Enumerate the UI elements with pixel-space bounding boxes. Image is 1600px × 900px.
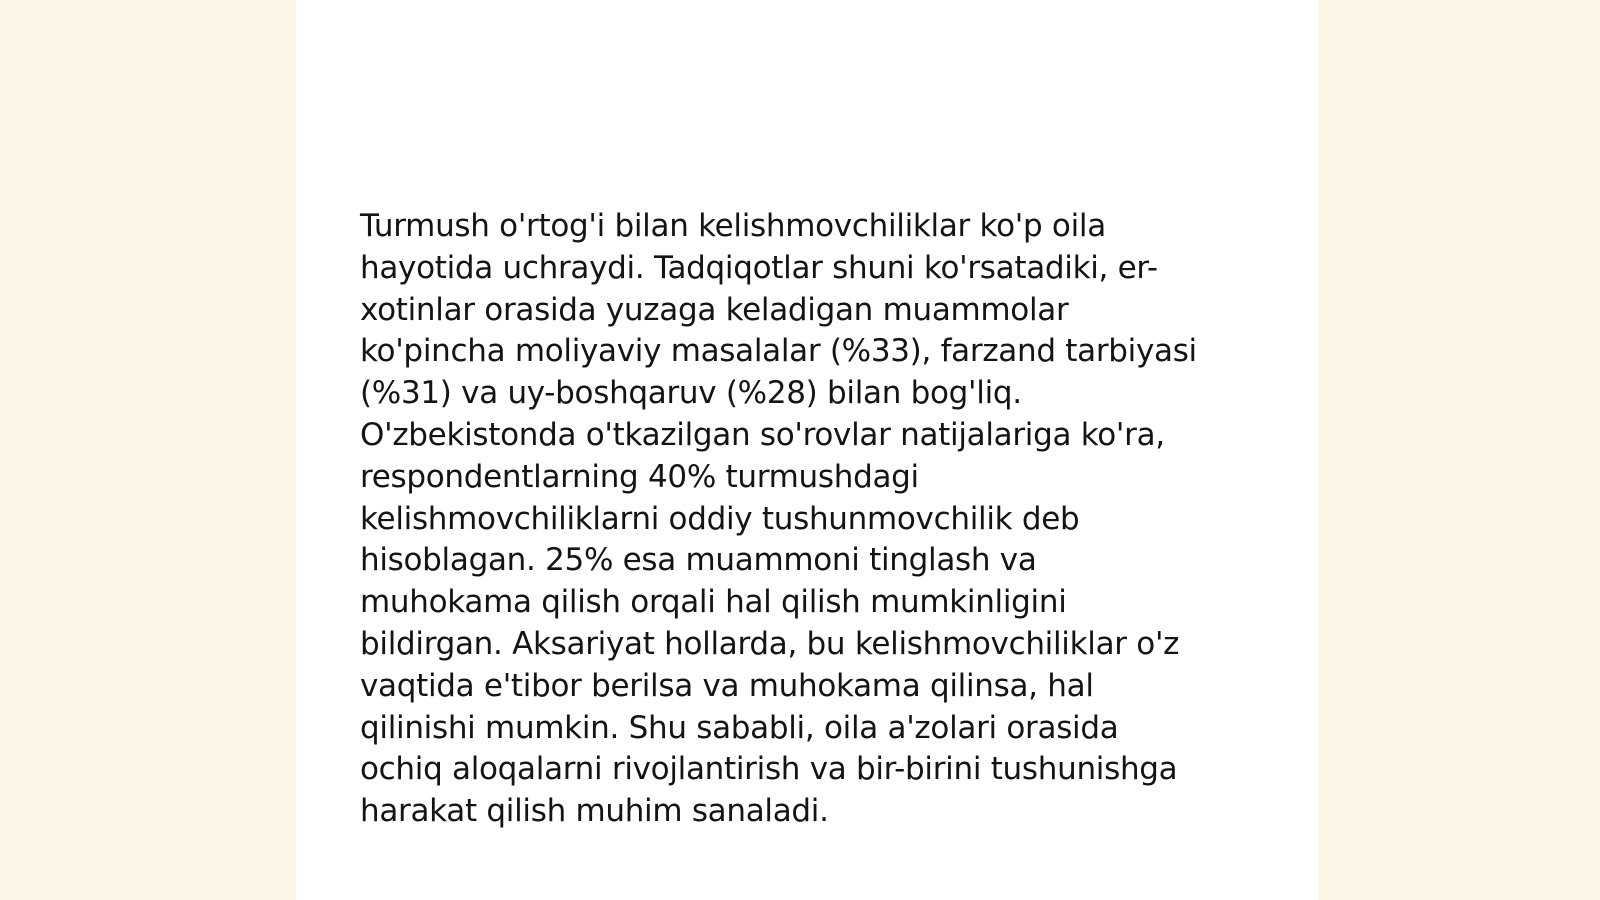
body-paragraph: Turmush o'rtog'i bilan kelishmovchiliklar ko'p oila hayotida uchraydi. Tadqiqotlar shuni ko'rsatadiki, er- xotinlar orasida yuzaga keladigan muammolar ko'pincha moliyaviy masalalar (%33), farzand tarbiyasi (%31) va uy-boshqaruv (%28) bilan bog'liq. O'zbekistonda o'tkazilgan so'rovlar natijalariga ko'ra, respondentlarning 40% turmushdagi kelishmovchiliklarni oddiy tushunmovchilik deb hisoblagan. 25% esa muammoni tinglash va muhokama qilish orqali hal qilish mumkinligini bildirgan. Aksariyat hollarda, bu kelishmovchiliklar o'z vaqtida e'tibor berilsa va muhokama qilinsa, hal qilinishi mumkin. Shu sababli, oila a'zolari orasida ochiq aloqalarni rivojlantirish va bir-birini tushunishga harakat qilish muhim sanaladi. <box>360 208 1197 830</box>
document-page <box>296 0 1318 900</box>
